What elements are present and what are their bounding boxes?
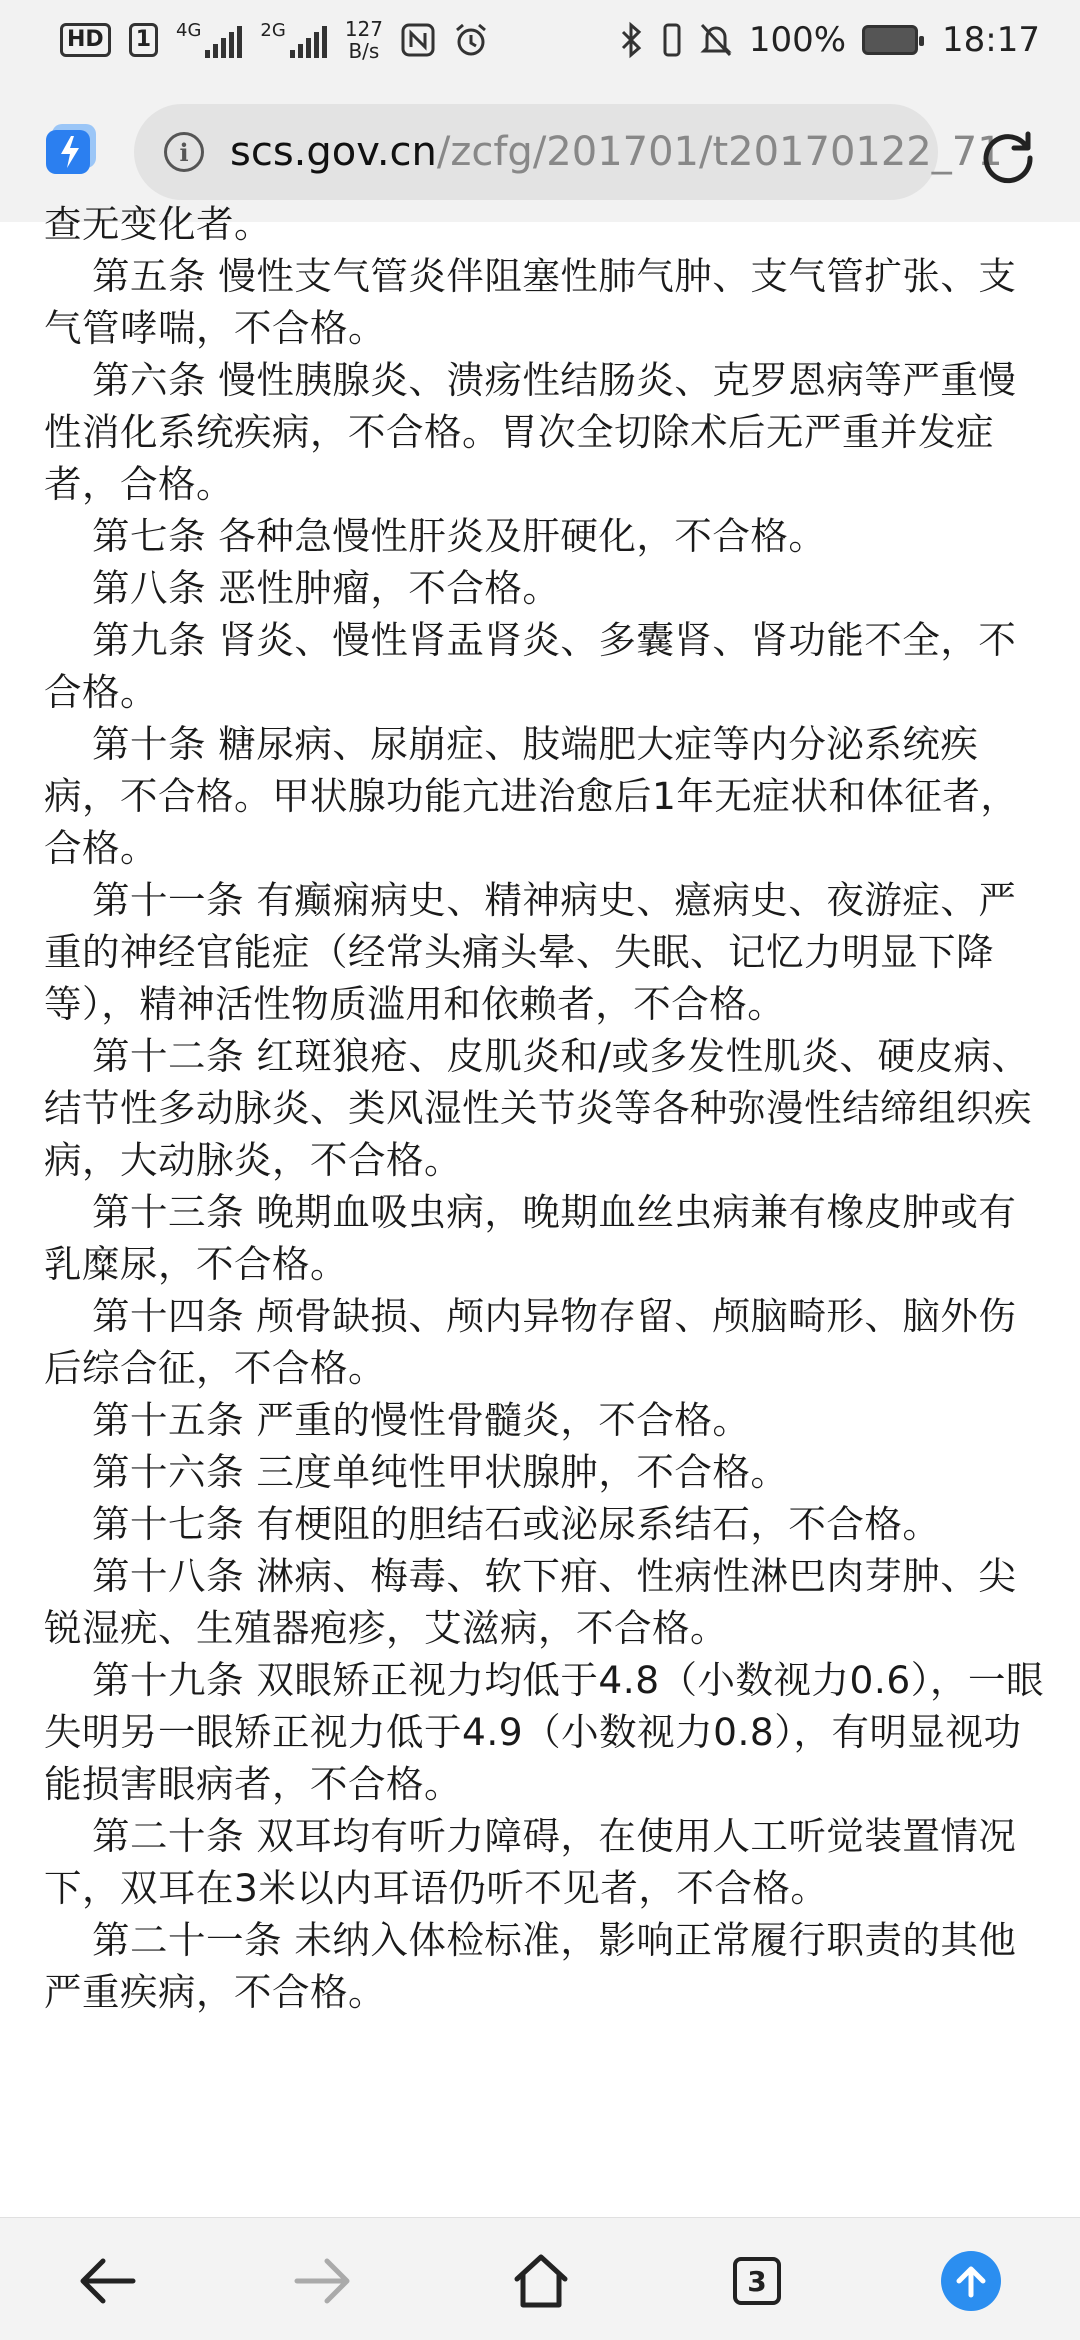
article-paragraph: 第十五条 严重的慢性骨髓炎，不合格。: [92, 1398, 751, 1442]
url-path: /zcfg/201701/t20170122_71: [436, 129, 1003, 175]
browser-lightning-icon[interactable]: [44, 120, 100, 176]
network-speed-value: 127: [344, 17, 383, 41]
bluetooth-icon: [619, 22, 645, 58]
article-paragraph: 第十四条 颅骨缺损、颅内异物存留、颅脑畸形、脑外伤后综合征，不合格。: [44, 1294, 1017, 1390]
nfc-icon: [401, 23, 435, 57]
battery-icon: [862, 25, 918, 55]
tab-count-badge: 3: [733, 2257, 781, 2305]
article-paragraph: 第十九条 双眼矫正视力均低于4.8（小数视力0.6），一眼失明另一眼矫正视力低于4.9（小数视力0.8），有明显视功能损害眼病者，不合格。: [44, 1658, 1044, 1806]
article-paragraph: 第二十条 双耳均有听力障碍，在使用人工听觉装置情况下，双耳在3米以内耳语仍听不见者，不合格。: [44, 1814, 1017, 1910]
info-icon[interactable]: i: [164, 132, 204, 172]
mute-bell-icon: [699, 22, 733, 58]
back-button[interactable]: [72, 2246, 142, 2316]
sim1-signal-icon: [176, 22, 242, 58]
alarm-icon: [453, 22, 489, 58]
article-paragraph: 第十八条 淋病、梅毒、软下疳、性病性淋巴肉芽肿、尖锐湿疣、生殖器疱疹，艾滋病，不合格。: [44, 1554, 1017, 1650]
refresh-icon[interactable]: [980, 126, 1036, 182]
article-paragraph: 第五条 慢性支气管炎伴阻塞性肺气肿、支气管扩张、支气管哮喘，不合格。: [44, 254, 1017, 350]
up-arrow-icon: [941, 2251, 1001, 2311]
status-bar: [0, 0, 1080, 80]
bottom-navigation: [0, 2217, 1080, 2340]
article-paragraph: 第十一条 有癫痫病史、精神病史、癔病史、夜游症、严重的神经官能症（经常头痛头晕、失眠、记忆力明显下降等），精神活性物质滥用和依赖者，不合格。: [44, 878, 1017, 1026]
home-icon: [511, 2253, 571, 2309]
article-paragraph: 查无变化者。: [44, 202, 272, 246]
sim1-badge: 1: [129, 23, 158, 57]
sim1-network-label: 4G: [176, 20, 202, 41]
article-paragraph: 第十三条 晚期血吸虫病，晚期血丝虫病兼有橡皮肿或有乳糜尿，不合格。: [44, 1190, 1017, 1286]
url-domain: scs.gov.cn: [230, 129, 437, 175]
forward-arrow-icon: [293, 2256, 353, 2306]
clock-time: 18:17: [942, 20, 1040, 60]
network-speed: [345, 18, 383, 62]
article-paragraph: 第十七条 有梗阻的胆结石或泌尿系结石，不合格。: [92, 1502, 941, 1546]
article-paragraph: 第七条 各种急慢性肝炎及肝硬化，不合格。: [92, 514, 827, 558]
article-body: [44, 198, 1044, 2018]
article-content[interactable]: [0, 202, 1080, 2217]
article-paragraph: 第八条 恶性肿瘤，不合格。: [92, 566, 561, 610]
forward-button[interactable]: [288, 2246, 358, 2316]
article-paragraph: 第九条 肾炎、慢性肾盂肾炎、多囊肾、肾功能不全，不合格。: [44, 618, 1017, 714]
network-speed-unit: B/s: [348, 39, 380, 63]
sim2-network-label: 2G: [260, 20, 286, 41]
back-arrow-icon: [77, 2256, 137, 2306]
battery-percent: 100%: [748, 20, 847, 60]
article-paragraph: 第十条 糖尿病、尿崩症、肢端肥大症等内分泌系统疾病，不合格。甲状腺功能亢进治愈后1年无症状和体征者，合格。: [44, 722, 1019, 870]
vibrate-icon: [661, 22, 683, 58]
tabs-button[interactable]: [722, 2246, 792, 2316]
article-paragraph: 第二十一条 未纳入体检标准，影响正常履行职责的其他严重疾病，不合格。: [44, 1918, 1017, 2014]
sim2-signal-icon: [260, 22, 326, 58]
address-bar[interactable]: [134, 104, 1003, 200]
article-paragraph: 第六条 慢性胰腺炎、溃疡性结肠炎、克罗恩病等严重慢性消化系统疾病，不合格。胃次全切除术后无严重并发症者，合格。: [44, 358, 1017, 506]
hd-badge: HD: [60, 23, 111, 57]
article-paragraph: 第十六条 三度单纯性甲状腺肿，不合格。: [92, 1450, 789, 1494]
article-paragraph: 第十二条 红斑狼疮、皮肌炎和/或多发性肌炎、硬皮病、结节性多动脉炎、类风湿性关节炎等各种弥漫性结缔组织疾病，大动脉炎，不合格。: [44, 1034, 1032, 1182]
scroll-to-top-button[interactable]: [936, 2246, 1006, 2316]
home-button[interactable]: [506, 2246, 576, 2316]
